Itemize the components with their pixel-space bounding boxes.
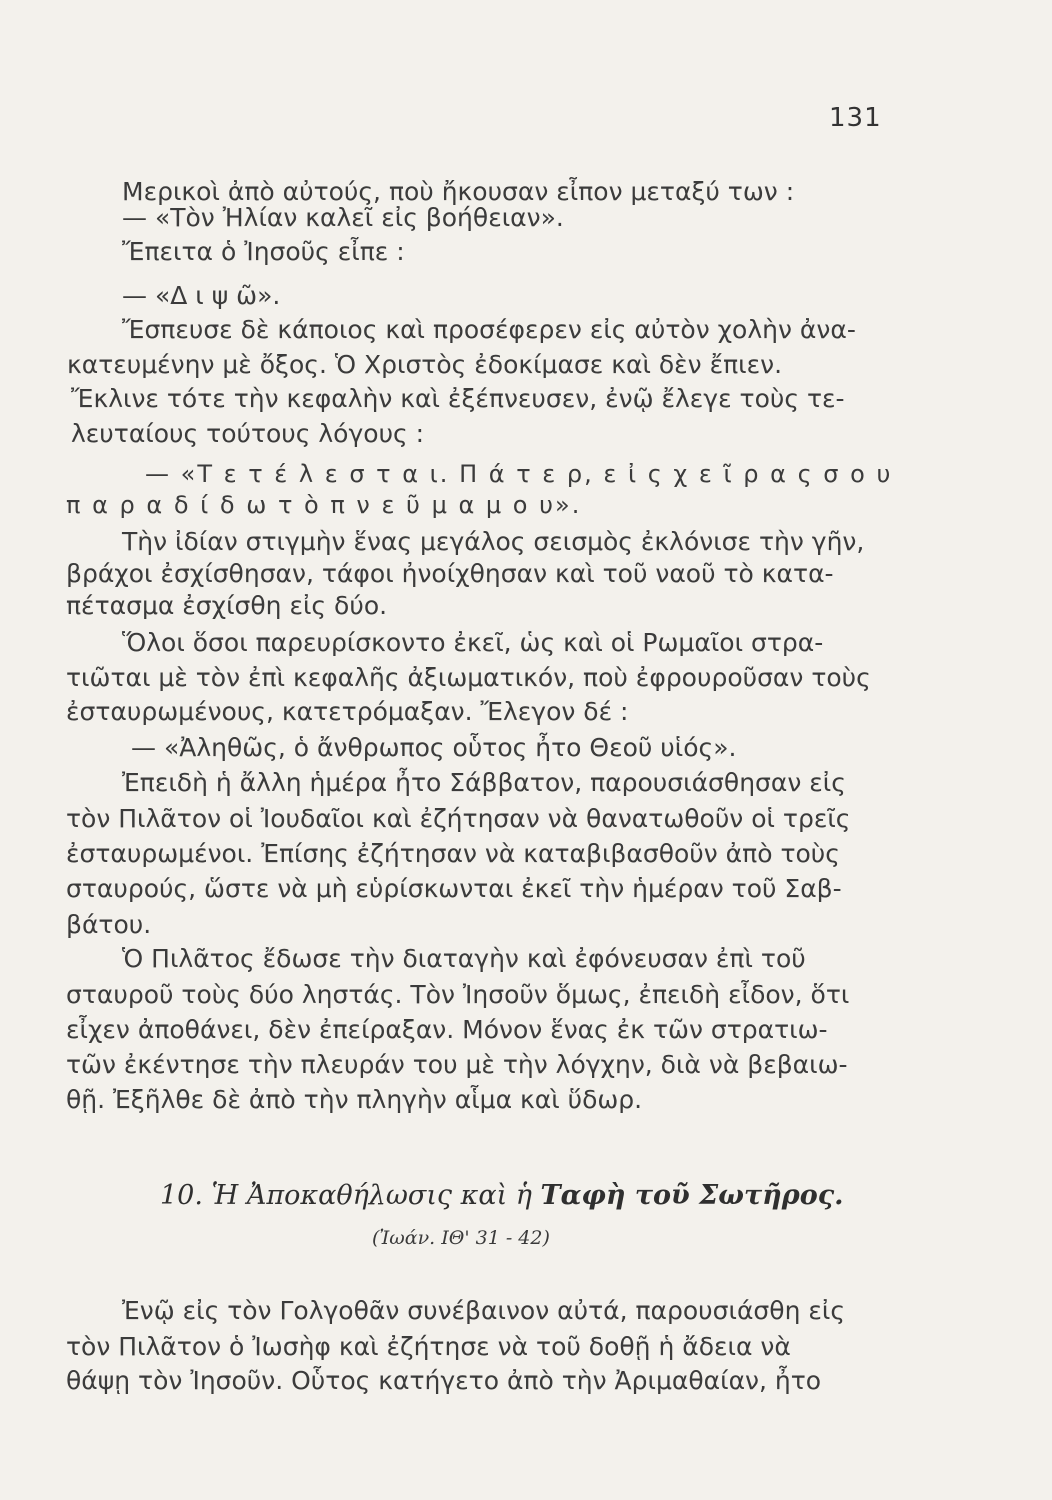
section-heading bbox=[160, 1180, 960, 1211]
text-line: — «Τ ε τ έ λ ε σ τ α ι. Π ά τ ε ρ, ε ἰ ς χ ε ῖ ρ α ς σ ο υ bbox=[145, 460, 893, 488]
text-line: Μερικοὶ ἀπὸ αὐτούς, ποὺ ἤκουσαν εἶπον μεταξύ των : bbox=[122, 177, 795, 206]
section-number: 10. bbox=[160, 1180, 203, 1211]
section-title-italic: Ἡ Ἀποκαθήλωσις καὶ ἡ bbox=[211, 1180, 532, 1211]
text-line: τὸν Πιλᾶτον οἱ Ἰουδαῖοι καὶ ἐζήτησαν νὰ θανατωθοῦν οἱ τρεῖς bbox=[66, 804, 851, 833]
text-line: βάτου. bbox=[66, 910, 152, 939]
text-line: λευταίους τούτους λόγους : bbox=[71, 419, 425, 448]
section-text-line: Ἐνῷ εἰς τὸν Γολγοθᾶν συνέβαινον αὐτά, παρουσιάσθη εἰς bbox=[122, 1296, 846, 1325]
text-line: Ὅλοι ὅσοι παρευρίσκοντο ἐκεῖ, ὡς καὶ οἱ Ρωμαῖοι στρα- bbox=[122, 628, 824, 657]
text-line: βράχοι ἐσχίσθησαν, τάφοι ἠνοίχθησαν καὶ τοῦ ναοῦ τὸ κατα- bbox=[66, 559, 834, 588]
text-line: τιῶται μὲ τὸν ἐπὶ κεφαλῆς ἀξιωματικόν, ποὺ ἐφρουροῦσαν τοὺς bbox=[66, 663, 871, 692]
section-text-line: θάψῃ τὸν Ἰησοῦν. Οὗτος κατήγετο ἀπὸ τὴν Ἀριμαθαίαν, ἦτο bbox=[66, 1366, 822, 1395]
text-line: π α ρ α δ ί δ ω τ ὸ π ν ε ῦ μ α μ ο υ». bbox=[66, 491, 582, 519]
text-line: Ἔσπευσε δὲ κάποιος καὶ προσέφερεν εἰς αὐτὸν χολὴν ἀνα- bbox=[122, 315, 856, 344]
text-line: ἐσταυρωμένους, κατετρόμαξαν. Ἔλεγον δέ : bbox=[66, 697, 629, 726]
text-line: Ἐπειδὴ ἡ ἄλλη ἡμέρα ἦτο Σάββατον, παρουσιάσθησαν εἰς bbox=[122, 768, 846, 797]
text-line: Τὴν ἰδίαν στιγμὴν ἕνας μεγάλος σεισμὸς ἐκλόνισε τὴν γῆν, bbox=[122, 527, 865, 556]
text-line: κατευμένην μὲ ὄξος. Ὁ Χριστὸς ἐδοκίμασε καὶ δὲν ἔπιεν. bbox=[67, 350, 783, 379]
section-text-line: τὸν Πιλᾶτον ὁ Ἰωσὴφ καὶ ἐζήτησε νὰ τοῦ δοθῇ ἡ ἄδεια νὰ bbox=[66, 1332, 791, 1361]
text-line: θῇ. Ἐξῆλθε δὲ ἀπὸ τὴν πληγὴν αἷμα καὶ ὕδωρ. bbox=[66, 1085, 643, 1114]
text-line: ἐσταυρωμένοι. Ἐπίσης ἐζήτησαν νὰ καταβιβασθοῦν ἀπὸ τοὺς bbox=[66, 839, 840, 868]
text-line: Ἔκλινε τότε τὴν κεφαλὴν καὶ ἐξέπνευσεν, ἐνῷ ἔλεγε τοὺς τε- bbox=[71, 384, 845, 413]
text-line: Ἔπειτα ὁ Ἰησοῦς εἶπε : bbox=[122, 237, 405, 266]
text-line: — «Δ ι ψ ῶ». bbox=[122, 281, 281, 310]
text-line: εἶχεν ἀποθάνει, δὲν ἐπείραξαν. Μόνον ἕνας ἐκ τῶν στρατιω- bbox=[66, 1015, 828, 1044]
text-line: πέτασμα ἐσχίσθη εἰς δύο. bbox=[66, 591, 388, 620]
text-line: σταυροῦ τοὺς δύο ληστάς. Τὸν Ἰησοῦν ὅμως, ἐπειδὴ εἶδον, ὅτι bbox=[66, 980, 850, 1009]
text-line: — «Τὸν Ἠλίαν καλεῖ εἰς βοήθειαν». bbox=[122, 203, 564, 232]
page-number: 131 bbox=[829, 103, 882, 133]
text-line: σταυρούς, ὥστε νὰ μὴ εὑρίσκωνται ἐκεῖ τὴν ἡμέραν τοῦ Σαβ- bbox=[66, 874, 842, 903]
section-reference: (Ἰωάν. ΙΘ' 31 - 42) bbox=[372, 1227, 550, 1249]
text-line: — «Ἀληθῶς, ὁ ἄνθρωπος οὗτος ἦτο Θεοῦ υἱός». bbox=[131, 733, 737, 762]
text-line: τῶν ἐκέντησε τὴν πλευράν του μὲ τὴν λόγχην, διὰ νὰ βεβαιω- bbox=[66, 1050, 848, 1079]
section-title-bold: Ταφὴ τοῦ Σωτῆρος. bbox=[540, 1180, 844, 1211]
text-line: Ὁ Πιλᾶτος ἔδωσε τὴν διαταγὴν καὶ ἐφόνευσαν ἐπὶ τοῦ bbox=[122, 944, 806, 973]
